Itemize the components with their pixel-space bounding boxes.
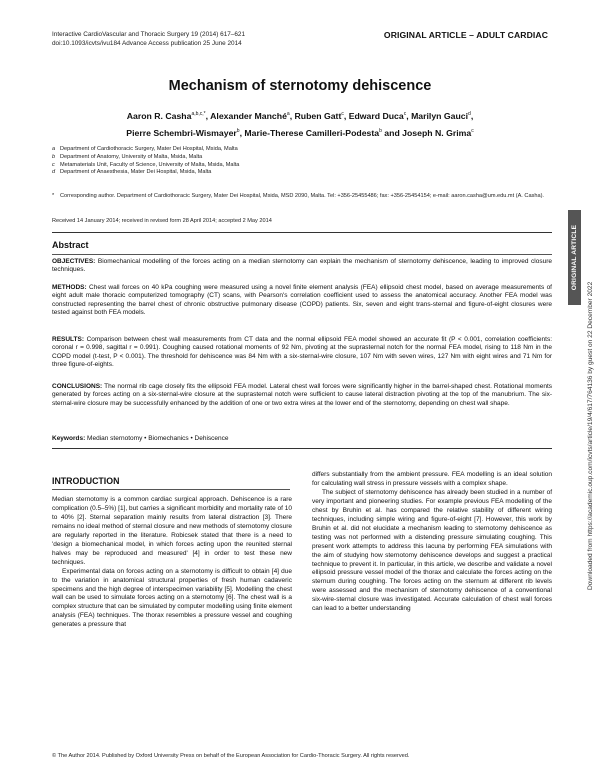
abstract-results [52, 336, 552, 370]
correspondence [52, 192, 552, 200]
body-column-right [312, 471, 552, 614]
abstract-text: Chest wall forces on 40 kPa coughing were measured using a novel finite element analysis (FEA) ellipsoid chest model, based on average measurements of eight adult male thoracic computerized tomography (CT) scans, with Pearson's correlation coefficient used to assess the anatomical accuracy. Another FEA model was constructed representing the barrel chest of chronic obstructive pulmonary disease (COPD) patients. Six, seven and eight trans-sternal and figure-of-eight closures were tested against both FEA models. [52, 284, 552, 317]
affiliation-letter: d [52, 169, 56, 176]
author-separator: , [470, 110, 474, 121]
copyright-footer: © The Author 2014. Published by Oxford University Press on behalf of the European Association for Cardio-Thoracic Surgery. All rights reserved. [52, 753, 410, 759]
abstract-conclusions [52, 383, 552, 408]
section-label: ORIGINAL ARTICLE – ADULT CARDIAC [383, 30, 548, 40]
affiliation-text: Department of Anaesthesia, Mater Dei Hospital, Msida, Malta [60, 169, 212, 176]
journal-header [52, 30, 245, 48]
author-name: Marilyn Gauci [411, 110, 469, 121]
author-affiliation-marker: a,b,c,* [191, 111, 206, 117]
keywords [52, 435, 229, 442]
abstract-label: CONCLUSIONS: [52, 383, 103, 390]
abstract-text: The normal rib cage closely fits the ellipsoid FEA model. Lateral chest wall forces were significantly higher in the barrel-shaped chest. Rotational moments generated by forces acting on a six-sternal-wire closure at the suprasternal notch were sufficient to cause lateral distraction pivoting at the top of the manubrium. The six-sternal-wire closure may be successfully enhanced by the addition of one or two extra wires at the lower end of the sternotomy, depending on chest wall shape. [52, 383, 552, 407]
abstract-text: Comparison between chest wall measurements from CT data and the normal ellipsoid FEA model showed an accurate fit (P < 0.001, correlation coefficients: coronal r = 0.998, sagittal r = 0.991). Coughing caused rotational moments of 92 Nm, pivoting at the suprasternal notch for the normal FEA model, rising to 118 Nm in the COPD model (t-test, P < 0.001). The threshold for dehiscence was 84 Nm with a six-sternal-wire closure, 107 Nm with seven wires, 127 Nm with eight wires and 71 Nm for three figure-of-eights. [52, 336, 552, 369]
divider [52, 232, 552, 233]
author-separator: , [239, 127, 245, 138]
author-affiliation-marker: d [468, 111, 471, 117]
author-affiliation-marker: c [471, 127, 474, 134]
author-name: Pierre Schembri-Wismayer [126, 127, 237, 138]
abstract-text: Biomechanical modelling of the forces acting on a median sternotomy can explain the mechanism of sternotomy dehiscence, leading to improved closure techniques. [52, 258, 552, 274]
author-list [60, 107, 540, 141]
divider [52, 448, 552, 449]
abstract-label: OBJECTIVES: [52, 258, 96, 265]
affiliation-letter: c [52, 161, 55, 168]
author-name: Marie-Therese Camilleri-Podesta [244, 127, 380, 138]
side-tab-label: ORIGINAL ARTICLE [571, 224, 578, 291]
author-affiliation-marker: a [286, 111, 290, 117]
affiliation-item [52, 162, 239, 170]
download-watermark: Downloaded from https://academic.oup.com/icvts/article/19/4/617/764136 by guest on 22 December 2022 [587, 281, 594, 590]
author-name: Alexander Manché [210, 110, 287, 121]
correspondence-text: Corresponding author. Department of Cardiothoracic Surgery, Mater Dei Hospital, Msida, MSD 2090, Malta. Tel: +356-25455486; fax: +356-25454154; e-mail: aaron.casha@um.edu.mt (A. Casha). [60, 193, 544, 199]
affiliation-letter: b [52, 153, 56, 160]
affiliation-item [52, 169, 239, 177]
abstract-objectives [52, 258, 552, 275]
article-title: Mechanism of sternotomy dehiscence [168, 78, 432, 94]
author-affiliation-marker: b [379, 127, 382, 134]
journal-citation: Interactive CardioVascular and Thoracic Surgery 19 (2014) 617–621 [52, 31, 246, 38]
affiliations [52, 146, 239, 177]
abstract-label: RESULTS: [52, 336, 85, 343]
author-separator: , [205, 110, 211, 121]
author-affiliation-marker: b [236, 127, 240, 134]
author-name: Joseph N. Grima [402, 127, 472, 138]
author-name: Ruben Gatt [294, 110, 342, 121]
affiliation-item [52, 146, 239, 154]
doi-line: doi:10.1093/icvts/ivu184 Advance Access publication 25 June 2014 [52, 40, 242, 47]
introduction-heading: INTRODUCTION [52, 476, 120, 486]
corresponding-star: * [52, 193, 55, 199]
affiliation-text: Department of Cardiothoracic Surgery, Mater Dei Hospital, Msida, Malta [60, 146, 238, 152]
author-affiliation-marker: c [403, 111, 407, 117]
author-name: Aaron R. Casha [126, 110, 192, 121]
abstract-methods [52, 284, 552, 318]
affiliation-item [52, 154, 239, 162]
divider [52, 489, 290, 490]
paragraph: The subject of sternotomy dehiscence has already been studied in a number of very important and pioneering studies. For example previous FEA modelling of the chest by Bruhin et al. has compared the relative stability of different wiring techniques, including simple wiring and figure-of-eight [7]. However, this work by Bruhin et al. did not elucidate a mechanism leading to sternotomy dehiscence as testing was not performed with a distending pressure simulating coughing. This present work attempts to address this lacuna by performing FEA simulations with the aim of studying how sternotomy dehiscence develops and suggest a practical technique to prevent it. In particular, in this article, we describe and validate a novel ellipsoid pressure vessel model of the thorax and calculate the forces acting on the sternum during coughing. The forces acting on the sternum at different rib levels were assessed and the mechanism of sternotomy dehiscence of a conventional six-wire-sternal closure was investigated. Accurate calculation of chest wall forces can lead to a better understanding [312, 488, 552, 613]
author-separator: , [406, 110, 412, 121]
paragraph: Median sternotomy is a common cardiac surgical approach. Dehiscence is a rare complication (0.5–5%) [1], but carries a significant morbidity and mortality rate of 10 to 40% [2]. Sternal separation mainly results from lateral distraction [3]. There remains no ideal method of sternal closure and new methods of sternotomy closure are regularly reported in the literature. Robicsek stated that there is a need to 'design a biomechanical model, in which forces acting upon the reunited sternal halves may be reproduced and measured' [4] in order to test these new techniques. [52, 496, 292, 566]
author-name: Edward Duca [348, 110, 404, 121]
affiliation-letter: a [52, 146, 56, 152]
author-affiliation-marker: c [341, 111, 344, 117]
received-dates: Received 14 January 2014; received in revised form 28 April 2014; accepted 2 May 2014 [52, 218, 272, 224]
author-separator: and [381, 127, 403, 138]
abstract-label: METHODS: [52, 284, 87, 291]
paragraph: differs substantially from the ambient pressure. FEA modelling is an ideal solution for calculating wall stress in pressure vessels with a complex shape. [312, 471, 552, 487]
affiliation-text: Department of Anatomy, University of Malta, Msida, Malta [60, 153, 203, 160]
divider [52, 254, 552, 255]
body-column-left [52, 496, 292, 630]
keywords-label: Keywords: [52, 435, 86, 442]
abstract-heading: Abstract [52, 240, 89, 250]
author-separator: , [289, 110, 295, 121]
keywords-text: Median sternotomy • Biomechanics • Dehiscence [85, 435, 229, 442]
affiliation-text: Metamaterials Unit, Faculty of Science, University of Malta, Msida, Malta [60, 161, 240, 168]
author-separator: , [343, 110, 349, 121]
paragraph: Experimental data on forces acting on a sternotomy is difficult to obtain [4] due to the variation in anatomical structural properties of fresh human cadaveric specimens and the high degree of interspecimen variability [5]. Modelling the chest wall can be used to simulate forces acting on a sternotomy [6]. The chest wall is a complex structure that can be simulated by computer modelling using finite element analysis (FEA) techniques. The thorax resembles a pressure vessel and coughing generates a pressure that [52, 567, 292, 629]
